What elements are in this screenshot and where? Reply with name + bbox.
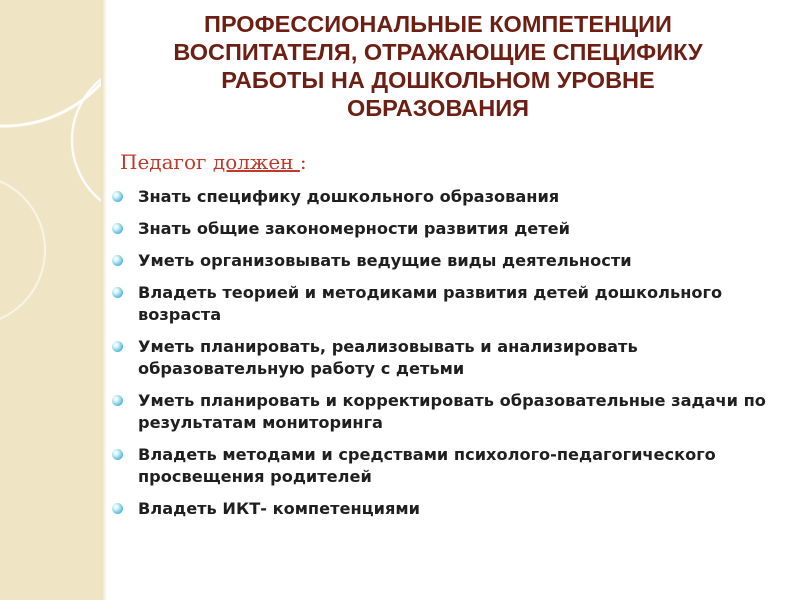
bullet-dot-icon xyxy=(112,191,123,202)
list-item-text: Владеть ИКТ- компетенциями xyxy=(138,499,420,518)
decorative-side-band xyxy=(0,0,101,600)
list-item xyxy=(108,282,788,326)
list-item xyxy=(108,250,788,272)
bullet-dot-icon xyxy=(112,287,123,298)
list-item-text: Уметь планировать и корректировать образовательные задачи по результатам мониторинга xyxy=(138,391,766,432)
list-item xyxy=(108,218,788,240)
list-item-text: Знать общие закономерности развития детей xyxy=(138,219,570,238)
band-edge-shadow xyxy=(101,0,107,600)
subtitle-part: Педагог xyxy=(120,150,213,174)
list-item-text: Уметь планировать, реализовывать и анализировать образовательную работу с детьми xyxy=(138,337,638,378)
title-line: ВОСПИТАТЕЛЯ, ОТРАЖАЮЩИЕ СПЕЦИФИКУ xyxy=(173,39,703,65)
list-item-text: Знать специфику дошкольного образования xyxy=(138,187,560,206)
subtitle xyxy=(120,150,307,174)
list-item-text: Уметь организовывать ведущие виды деятельности xyxy=(138,251,632,270)
competency-list xyxy=(108,186,788,530)
title-line: ПРОФЕССИОНАЛЬНЫЕ КОМПЕТЕНЦИИ xyxy=(204,11,672,37)
list-item xyxy=(108,186,788,208)
list-item xyxy=(108,390,788,434)
list-item xyxy=(108,498,788,520)
bullet-dot-icon xyxy=(112,255,123,266)
bullet-dot-icon xyxy=(112,223,123,234)
bullet-dot-icon xyxy=(112,341,123,352)
subtitle-underlined-word: должен xyxy=(212,150,300,174)
list-item-text: Владеть методами и средствами психолого-педагогического просвещения родителей xyxy=(138,445,716,486)
slide-title xyxy=(110,10,766,122)
decorative-circles-graphic xyxy=(0,0,101,600)
bullet-dot-icon xyxy=(112,503,123,514)
title-line: РАБОТЫ НА ДОШКОЛЬНОМ УРОВНЕ xyxy=(221,67,655,93)
bullet-dot-icon xyxy=(112,395,123,406)
list-item xyxy=(108,444,788,488)
list-item xyxy=(108,336,788,380)
title-line: ОБРАЗОВАНИЯ xyxy=(347,95,529,121)
bullet-dot-icon xyxy=(112,449,123,460)
subtitle-colon: : xyxy=(299,150,307,174)
list-item-text: Владеть теорией и методиками развития детей дошкольного возраста xyxy=(138,283,723,324)
